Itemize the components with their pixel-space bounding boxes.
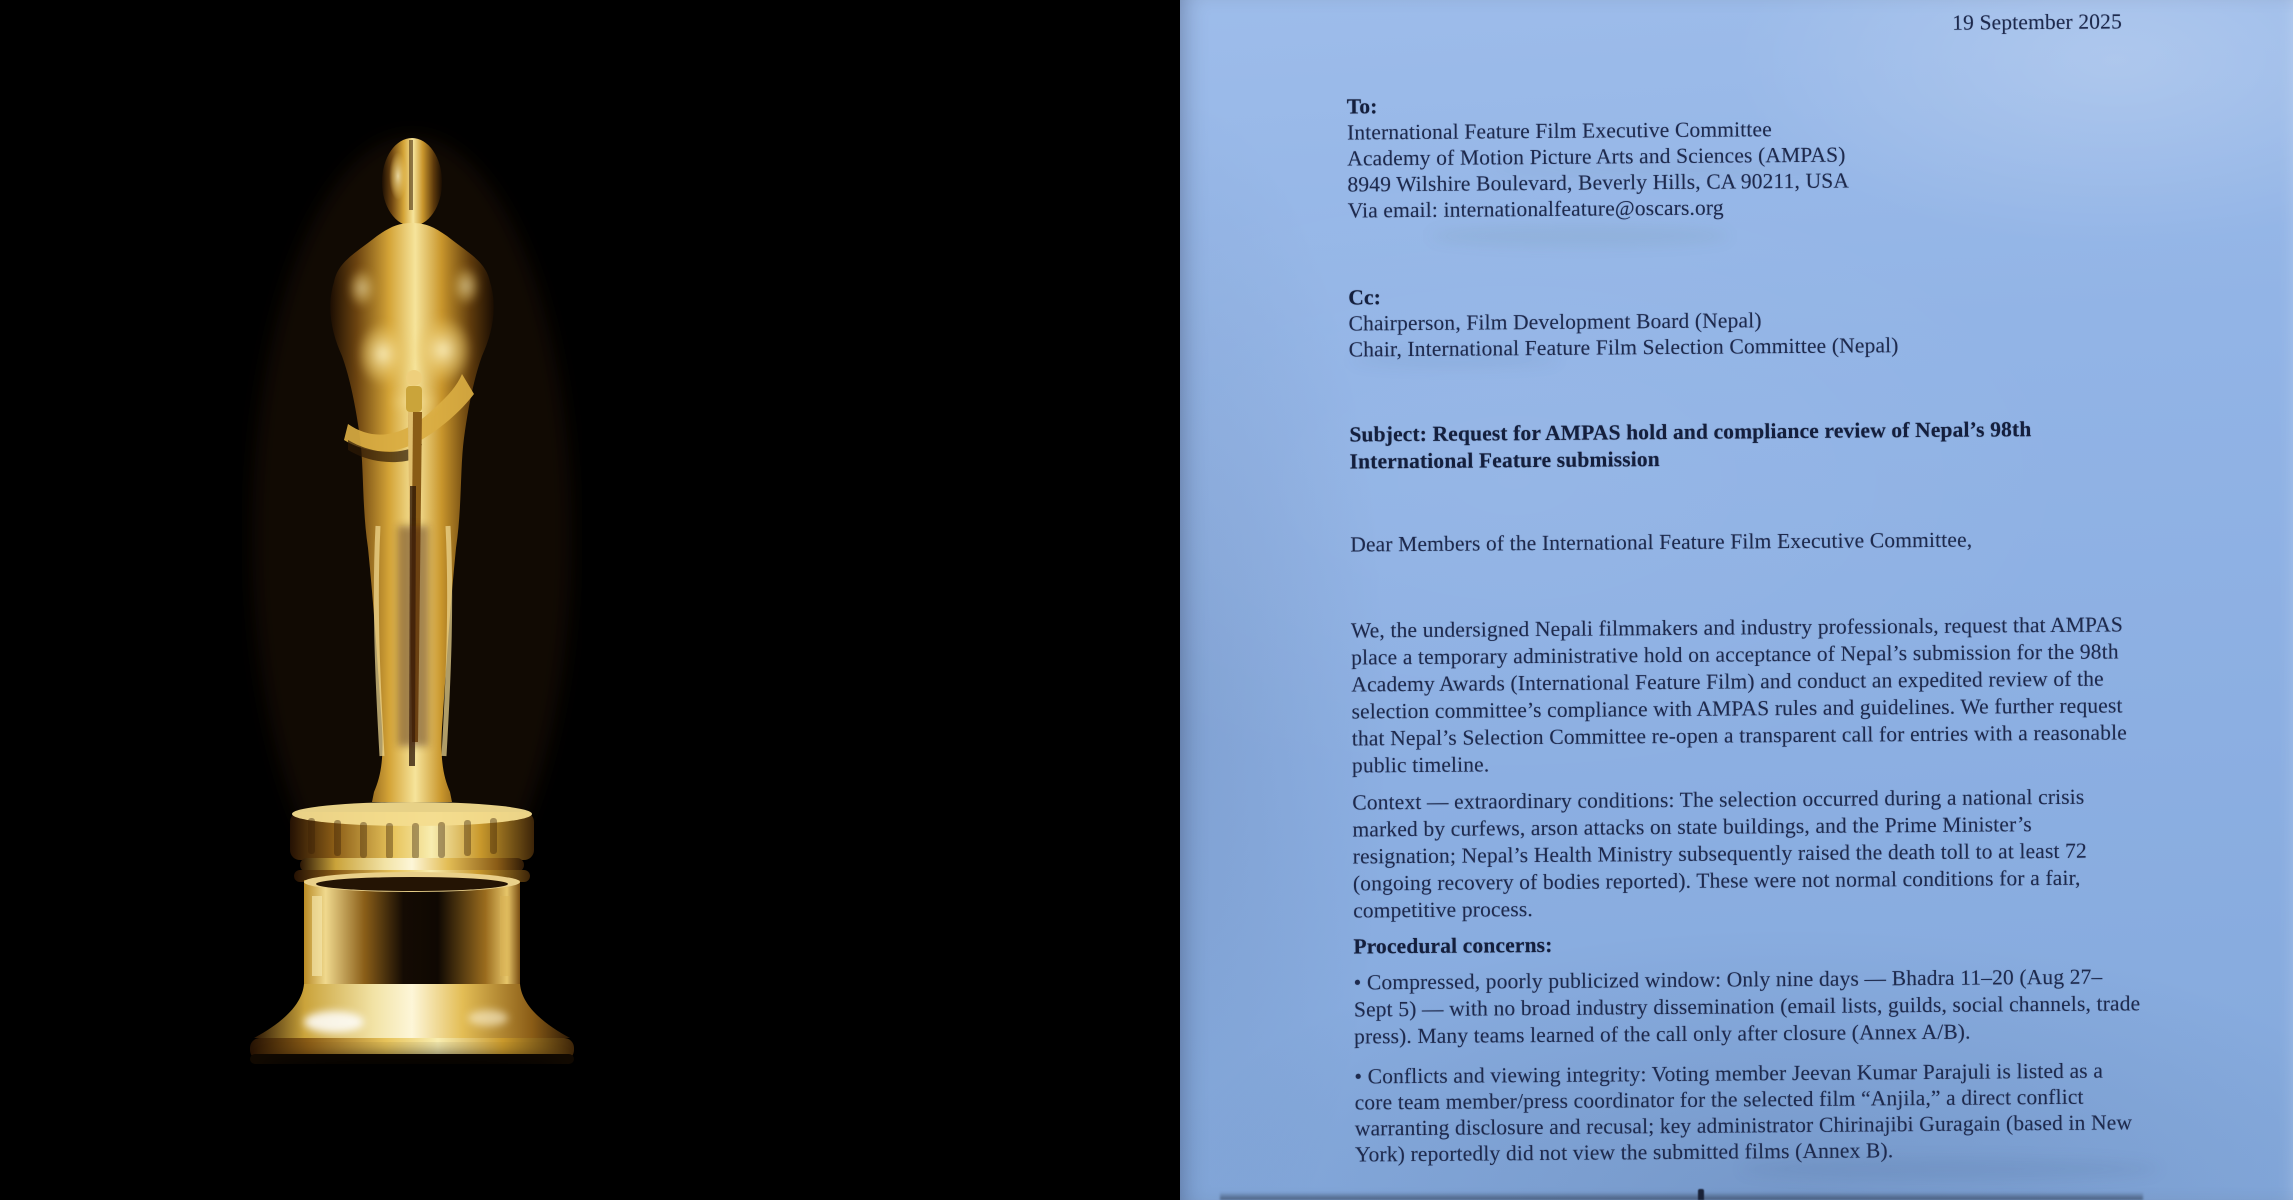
para-line: public timeline.	[1351, 752, 1490, 778]
para-line: (ongoing recovery of bodies reported). These were not normal conditions for a fair,	[1352, 865, 2081, 896]
letter-document	[1180, 0, 2293, 1200]
to-label: To:	[1346, 94, 1378, 119]
cutoff-text-mark	[1698, 1189, 1704, 1200]
bullet-line: • Conflicts and viewing integrity: Voting member Jeevan Kumar Parajuli is listed as a	[1354, 1058, 2104, 1089]
salutation: Dear Members of the International Feature Film Executive Committee,	[1350, 527, 1973, 557]
cc-block	[1348, 280, 1898, 362]
cc-line: Chairperson, Film Development Board (Nepal)	[1348, 308, 1762, 336]
bullet-line: Sept 5) — with no broad industry dissemination (email lists, guilds, social channels, trade	[1353, 991, 2141, 1022]
para-line: resignation; Nepal’s Health Ministry subsequently raised the death toll to at least 72	[1352, 838, 2087, 869]
bullet-line: • Compressed, poorly publicized window: Only nine days — Bhadra 11–20 (Aug 27–	[1353, 964, 2103, 995]
para-line: place a temporary administrative hold on acceptance of Nepal’s submission for the 98th	[1351, 639, 2119, 670]
cc-line: Chair, International Feature Film Selection Committee (Nepal)	[1348, 333, 1899, 362]
para-line: competitive process.	[1353, 897, 1533, 923]
to-line: International Feature Film Executive Committee	[1346, 117, 1772, 145]
to-line: Academy of Motion Picture Arts and Sciences (AMPAS)	[1347, 142, 1846, 171]
oscar-statuette	[242, 106, 582, 1090]
bullet-line: warranting disclosure and recusal; key administrator Chirinajibi Guragain (based in New	[1354, 1110, 2133, 1141]
bullet-line: York) reportedly did not view the submitted films (Annex B).	[1354, 1138, 1894, 1167]
para-line: Context — extraordinary conditions: The selection occurred during a national crisis	[1352, 784, 2085, 815]
bullet-conflicts	[1354, 1057, 2132, 1167]
subject-line: Subject: Request for AMPAS hold and compliance review of Nepal’s 98th	[1349, 417, 2032, 447]
subject-block	[1349, 416, 2031, 475]
letter-content	[1180, 0, 2293, 1200]
cc-label: Cc:	[1348, 285, 1382, 310]
to-line: Via email: internationalfeature@oscars.org	[1347, 195, 1724, 223]
procedural-heading: Procedural concerns:	[1353, 932, 1553, 959]
para-line: that Nepal’s Selection Committee re-open a transparent call for entries with a reasonable	[1351, 720, 2127, 751]
para-line: Academy Awards (International Feature Film) and conduct an expedited review of the	[1351, 666, 2104, 697]
paragraph-request	[1351, 611, 2127, 779]
paragraph-context	[1352, 784, 2087, 925]
to-block	[1347, 90, 1850, 224]
subject-line: International Feature submission	[1349, 447, 1660, 474]
photo-bottom-edge	[1220, 1192, 2143, 1200]
to-line: 8949 Wilshire Boulevard, Beverly Hills, CA 90211, USA	[1347, 168, 1850, 197]
para-line: selection committee’s compliance with AMPAS rules and guidelines. We further request	[1351, 693, 2123, 724]
para-line: marked by curfews, arson attacks on state buildings, and the Prime Minister’s	[1352, 812, 2032, 842]
bullet-line: press). Many teams learned of the call only after closure (Annex A/B).	[1354, 1019, 1971, 1049]
bullet-window	[1354, 963, 2141, 1050]
para-line: We, the undersigned Nepali filmmakers and industry professionals, request that AMPAS	[1350, 612, 2124, 643]
letter-date: 19 September 2025	[1952, 9, 2123, 35]
bullet-line: core team member/press coordinator for the selected film “Anjila,” a direct conflict	[1354, 1084, 2084, 1115]
